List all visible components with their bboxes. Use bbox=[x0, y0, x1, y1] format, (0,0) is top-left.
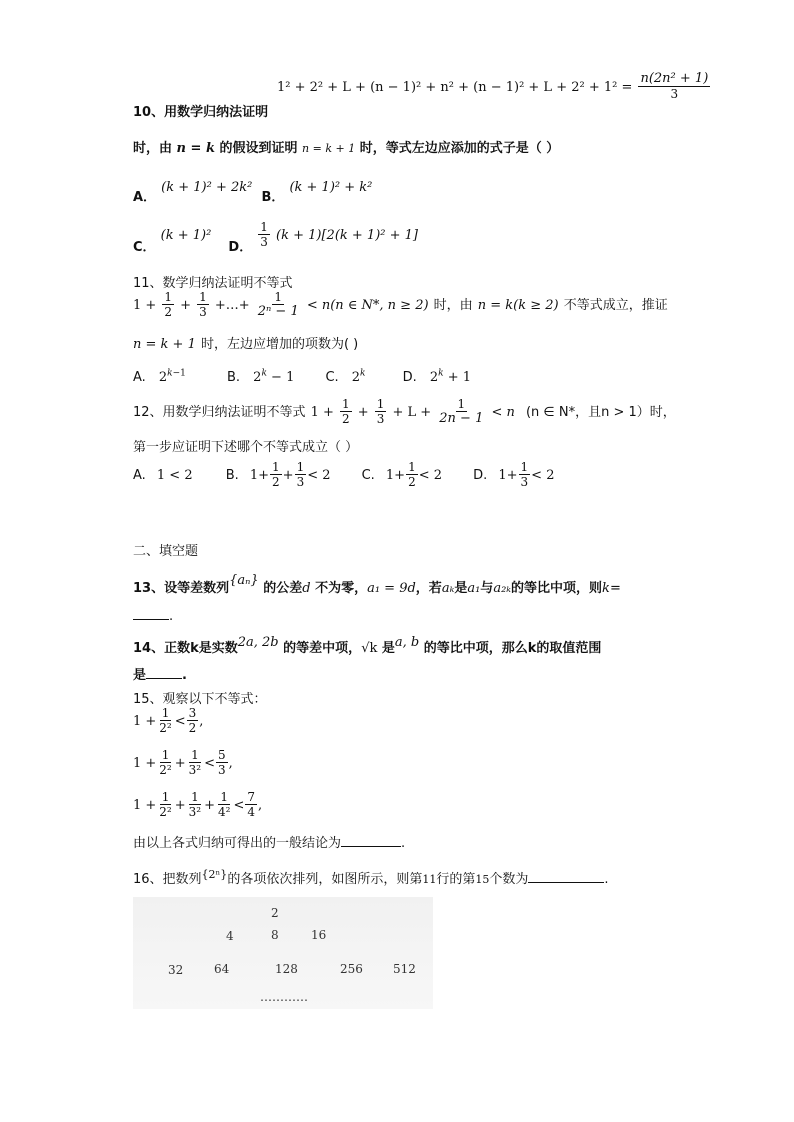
q13-line1: 13、设等差数列{aₙ} 的公差d 不为零，a₁ = 9d，若aₖ是a₁与a₂ₖ的等比中项，则k= bbox=[133, 573, 621, 596]
triangle-cell: 256 bbox=[340, 962, 363, 976]
q12-frac-half: $\frac{1}{2}$ bbox=[342, 397, 350, 426]
q15-line1: 15、观察以下不等式： bbox=[133, 692, 267, 707]
q14-line2: 是 . bbox=[133, 668, 187, 683]
q14-answer-blank[interactable] bbox=[146, 678, 182, 679]
q13-answer-blank[interactable]: . bbox=[133, 605, 173, 624]
q12-options: A. 1 < 2 B. 1+ $\frac{1}{2}$ + $\frac{1}{3}$ < 2 C. 1+ $\frac{1}{2}$ < 2 D. 1+ $\frac{1}{3}$ < 2 bbox=[133, 460, 555, 489]
q10-optD-fraction: $\frac{1}{3}$ bbox=[260, 220, 268, 249]
q11-frac-third: $\frac{1}{3}$ bbox=[199, 290, 207, 319]
q12-optC-frac: $\frac{1}{2}$ bbox=[408, 460, 416, 489]
q11-options: A. $2^{k-1}$ B. $2^k - 1$ C. 2$^k$ D. $2^k + 1$ bbox=[133, 368, 472, 385]
q12-optB-frac1: $\frac{1}{2}$ bbox=[272, 460, 280, 489]
q11-frac-half: $\frac{1}{2}$ bbox=[164, 290, 173, 319]
triangle-cell: 128 bbox=[275, 962, 298, 976]
q10-fraction: $\frac{\text{n(2n² + 1)}}{3}$ bbox=[640, 71, 709, 101]
q15-row2: 1 + $\frac{1}{\text{2²}}$ + $\frac{1}{\text{3²}}$ < $\frac{5}{3}$ , bbox=[133, 748, 233, 777]
q15-answer-blank[interactable] bbox=[341, 846, 401, 847]
q12-frac-third: $\frac{1}{3}$ bbox=[376, 397, 385, 426]
triangle-cell: 2 bbox=[271, 906, 279, 920]
q10-line2: 时，由 n = k 的假设到证明 n = k + 1 时，等式左边应添加的式子是（ ） bbox=[133, 141, 560, 156]
q15-row3: 1 + $\frac{1}{\text{2²}}$ + $\frac{1}{\text{3²}}$ + $\frac{1}{\text{4²}}$ < $\frac{7}{4}$ , bbox=[133, 790, 263, 819]
q11-inequality: 1 + $\frac{1}{2}$ + $\frac{1}{3}$ +…+ $\frac{1}{\text{2ⁿ − 1}}$ < n(n ∈ N*, n ≥ 2) 时，由 n = k(k ≥ 2) 不等式成立，推证 bbox=[133, 290, 668, 319]
triangle-cell: 32 bbox=[168, 963, 184, 977]
q14-line1: 14、正数k是实数2a, 2b 的等差中项，√k 是a, b 的等比中项，那么k的取值范围 bbox=[133, 635, 602, 656]
q15-conclusion: 由以上各式归纳可得出的一般结论为 . bbox=[133, 836, 406, 851]
q16-line: 16、把数列$^{\{2^n\}}$的各项依次排列，如图所示，则第11行的第15个数为 . bbox=[133, 868, 609, 887]
q12-line1: 12、用数学归纳法证明不等式 1 + $\frac{1}{2}$ + $\frac{1}{3}$ + L + $\frac{1}{2n - 1}$ < n (n ∈ N*，且n > 1）时， bbox=[133, 397, 676, 426]
q10-label: 10、用数学归纳法证明 bbox=[133, 105, 269, 120]
q10-options-cd: $_{C.}$ (k + 1)² $_{D.}$ $\frac{1}{3}$ (k + 1)[2(k + 1)² + 1] bbox=[133, 220, 418, 255]
triangle-cell: 64 bbox=[214, 962, 230, 976]
triangle-cell: 8 bbox=[271, 928, 279, 942]
triangle-cell: 4 bbox=[226, 929, 234, 943]
q12-frac-last: $\frac{1}{2n - 1}$ bbox=[439, 397, 484, 426]
q11-line3: n = k + 1 时，左边应增加的项数为( ) bbox=[133, 337, 359, 352]
q11-line1: 11、数学归纳法证明不等式 bbox=[133, 276, 293, 291]
q15-row1: 1 + $\frac{1}{\text{2²}}$ < $\frac{3}{2}$ , bbox=[133, 706, 204, 735]
q10-sum-expression: 1² + 2² + L + (n − 1)² + n² + (n − 1)² + L + 2² + 1² = bbox=[277, 80, 633, 95]
triangle-ellipsis: ………… bbox=[260, 990, 308, 1004]
q12-optD-frac: $\frac{1}{3}$ bbox=[520, 460, 529, 489]
q11-frac-last: $\frac{1}{\text{2ⁿ − 1}}$ bbox=[257, 290, 299, 319]
triangle-cell: 16 bbox=[311, 928, 327, 942]
triangle-cell: 512 bbox=[393, 962, 416, 976]
section-title: 二、填空题 bbox=[133, 544, 199, 559]
q12-line2: 第一步应证明下述哪个不等式成立（ ） bbox=[133, 440, 359, 455]
q10-formula bbox=[277, 72, 711, 101]
q10-options-ab: $_{A.}$ (k + 1)² + 2k² $_{B.}$ (k + 1)² + k² bbox=[133, 180, 373, 205]
q12-optB-frac2: $\frac{1}{3}$ bbox=[296, 460, 305, 489]
q16-answer-blank[interactable] bbox=[528, 882, 604, 883]
